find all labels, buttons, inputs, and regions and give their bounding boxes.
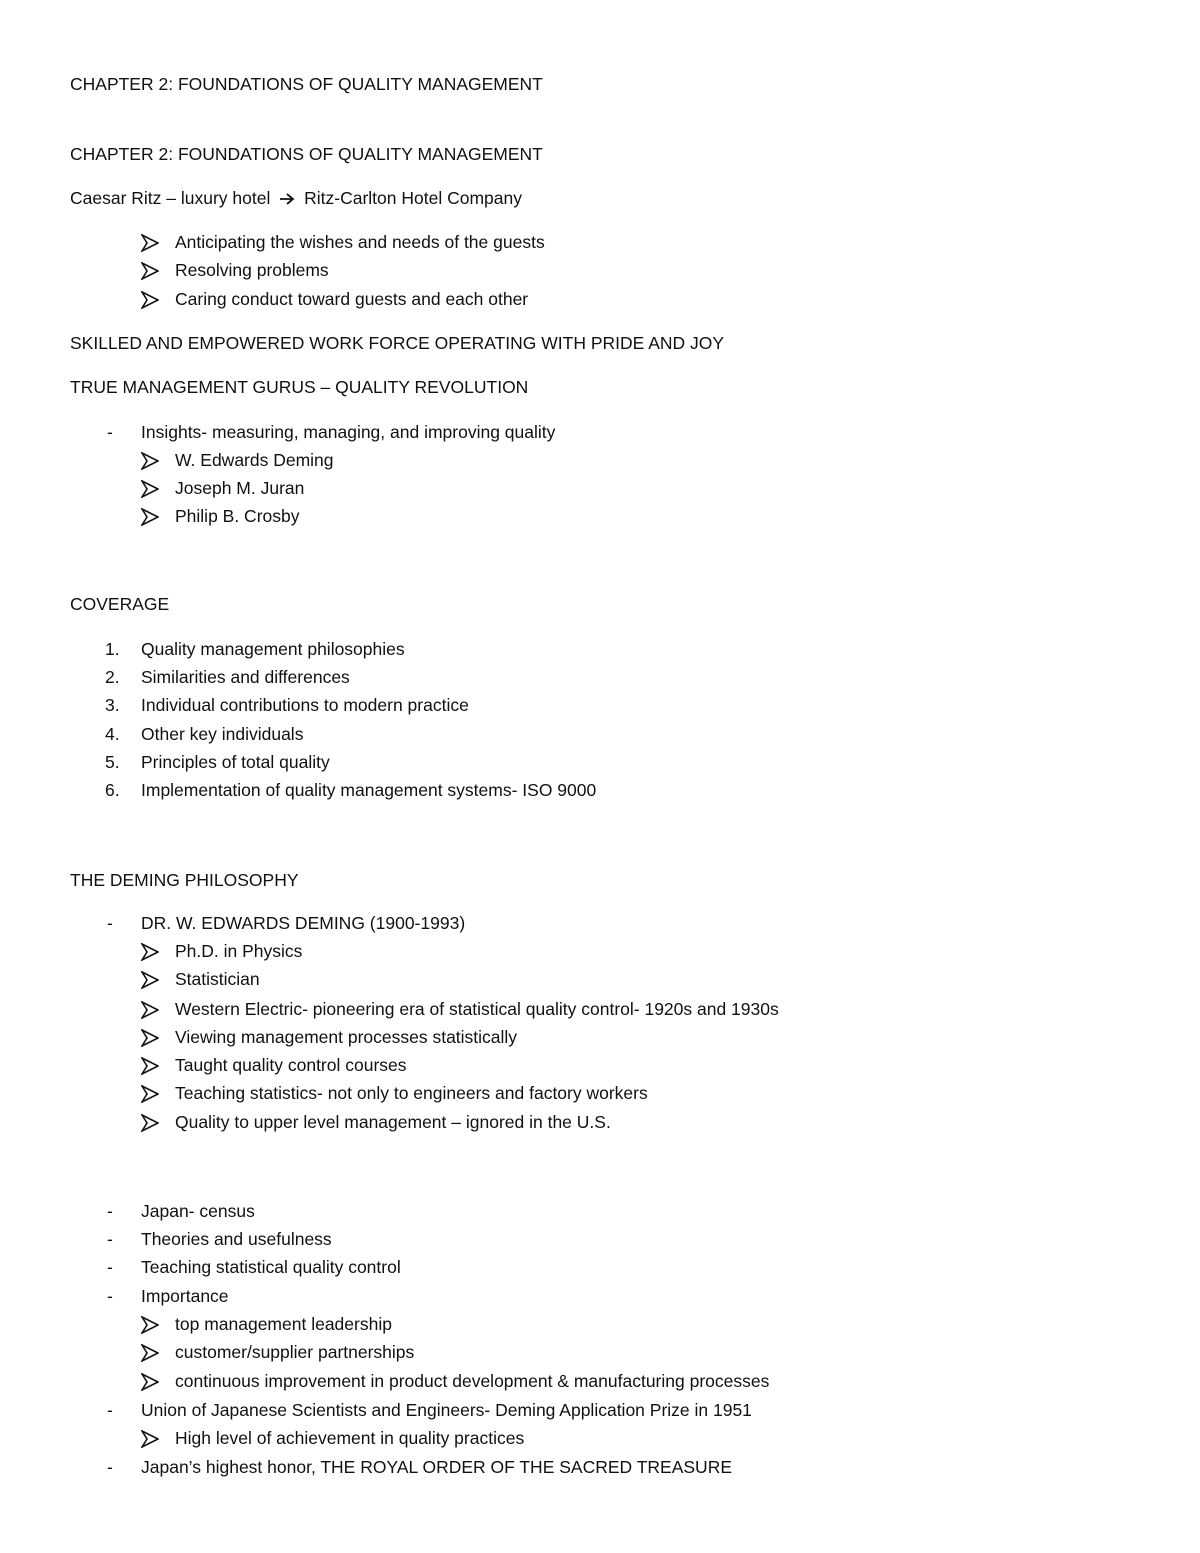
dash-marker: - xyxy=(107,1286,113,1306)
deming-bullet-item: Viewing management processes statistically xyxy=(175,1027,518,1047)
deming-bullet-item: Teaching statistics- not only to engineers and factory workers xyxy=(175,1083,648,1103)
japan-item: Importance xyxy=(141,1286,229,1306)
coverage-number: 6. xyxy=(105,780,120,800)
dash-marker: - xyxy=(107,1257,113,1277)
arrowhead-bullet-icon xyxy=(141,971,161,989)
ritz-right-text: Ritz-Carlton Hotel Company xyxy=(304,188,522,208)
importance-bullet-item: continuous improvement in product development & manufacturing processes xyxy=(175,1371,770,1391)
ritz-bullet-item: Anticipating the wishes and needs of the guests xyxy=(175,232,545,252)
deming-bullet-item: Ph.D. in Physics xyxy=(175,941,303,961)
honor-item: Japan’s highest honor, THE ROYAL ORDER OF THE SACRED TREASURE xyxy=(141,1457,733,1477)
skilled-heading: SKILLED AND EMPOWERED WORK FORCE OPERATING WITH PRIDE AND JOY xyxy=(70,333,725,353)
dash-marker: - xyxy=(107,1457,113,1477)
union-bullet-item: High level of achievement in quality practices xyxy=(175,1428,525,1448)
chapter-heading: CHAPTER 2: FOUNDATIONS OF QUALITY MANAGEMENT xyxy=(70,144,543,164)
gurus-heading: TRUE MANAGEMENT GURUS – QUALITY REVOLUTION xyxy=(70,377,529,397)
guru-item: Joseph M. Juran xyxy=(175,478,305,498)
dash-marker: - xyxy=(107,913,113,933)
coverage-number: 5. xyxy=(105,752,120,772)
document-title: CHAPTER 2: FOUNDATIONS OF QUALITY MANAGEMENT xyxy=(70,74,543,94)
guru-item: W. Edwards Deming xyxy=(175,450,334,470)
arrowhead-bullet-icon xyxy=(141,508,161,526)
deming-bullet-item: Quality to upper level management – ignored in the U.S. xyxy=(175,1112,611,1132)
japan-item: Theories and usefulness xyxy=(141,1229,332,1249)
insights-item: Insights- measuring, managing, and improving quality xyxy=(141,422,556,442)
arrowhead-bullet-icon xyxy=(141,1057,161,1075)
japan-item: Japan- census xyxy=(141,1201,255,1221)
coverage-number: 2. xyxy=(105,667,120,687)
coverage-item: Individual contributions to modern practice xyxy=(141,695,469,715)
coverage-number: 1. xyxy=(105,639,120,659)
arrowhead-bullet-icon xyxy=(141,452,161,470)
dash-marker: - xyxy=(107,1400,113,1420)
coverage-item: Similarities and differences xyxy=(141,667,350,687)
arrowhead-bullet-icon xyxy=(141,1373,161,1391)
deming-bullet-item: Western Electric- pioneering era of statistical quality control- 1920s and 1930s xyxy=(175,999,779,1019)
arrowhead-bullet-icon xyxy=(141,1344,161,1362)
dash-marker: - xyxy=(107,1229,113,1249)
arrowhead-bullet-icon xyxy=(141,1029,161,1047)
arrowhead-bullet-icon xyxy=(141,1085,161,1103)
ritz-left-text: Caesar Ritz – luxury hotel xyxy=(70,188,271,208)
arrowhead-bullet-icon xyxy=(141,234,161,252)
coverage-number: 4. xyxy=(105,724,120,744)
union-item: Union of Japanese Scientists and Engineers- Deming Application Prize in 1951 xyxy=(141,1400,752,1420)
deming-heading: THE DEMING PHILOSOPHY xyxy=(70,870,299,890)
coverage-item: Other key individuals xyxy=(141,724,304,744)
coverage-item: Quality management philosophies xyxy=(141,639,405,659)
deming-bullet-item: Statistician xyxy=(175,969,260,989)
arrowhead-bullet-icon xyxy=(141,262,161,280)
dash-marker: - xyxy=(107,422,113,442)
guru-item: Philip B. Crosby xyxy=(175,506,300,526)
ritz-bullet-item: Resolving problems xyxy=(175,260,329,280)
japan-item: Teaching statistical quality control xyxy=(141,1257,401,1277)
arrowhead-bullet-icon xyxy=(141,1001,161,1019)
right-arrow-icon xyxy=(279,191,295,209)
coverage-heading: COVERAGE xyxy=(70,594,170,614)
importance-bullet-item: top management leadership xyxy=(175,1314,392,1334)
arrowhead-bullet-icon xyxy=(141,1430,161,1448)
dash-marker: - xyxy=(107,1201,113,1221)
ritz-line xyxy=(70,190,522,208)
coverage-item: Implementation of quality management systems- ISO 9000 xyxy=(141,780,597,800)
importance-bullet-item: customer/supplier partnerships xyxy=(175,1342,415,1362)
arrowhead-bullet-icon xyxy=(141,943,161,961)
deming-name: DR. W. EDWARDS DEMING (1900-1993) xyxy=(141,913,466,933)
arrowhead-bullet-icon xyxy=(141,1114,161,1132)
arrowhead-bullet-icon xyxy=(141,1316,161,1334)
arrowhead-bullet-icon xyxy=(141,291,161,309)
coverage-item: Principles of total quality xyxy=(141,752,330,772)
ritz-bullet-item: Caring conduct toward guests and each other xyxy=(175,289,529,309)
arrowhead-bullet-icon xyxy=(141,480,161,498)
coverage-number: 3. xyxy=(105,695,120,715)
deming-bullet-item: Taught quality control courses xyxy=(175,1055,407,1075)
